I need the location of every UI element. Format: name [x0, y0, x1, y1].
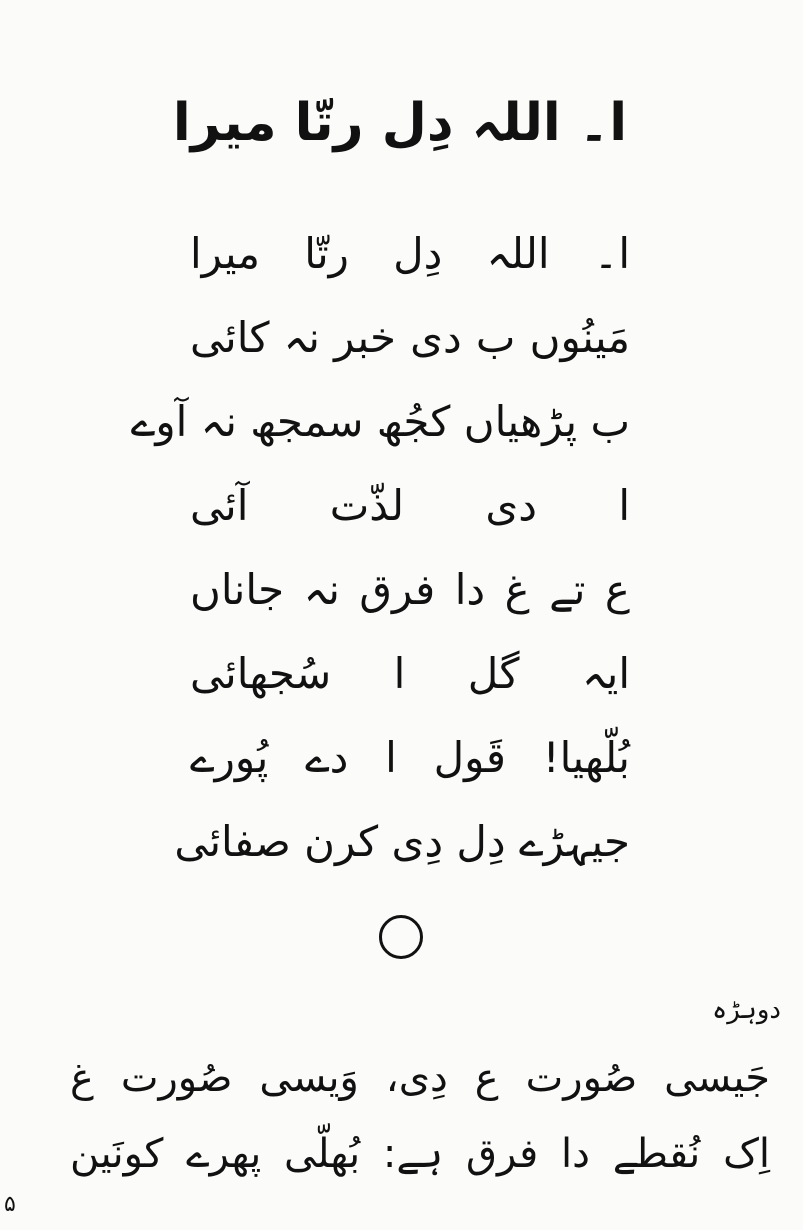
- verse-line-2: مَینُوں ب دی خبر نہ کائی: [190, 313, 630, 362]
- couplet-line-1: جَیسی صُورت ع دِی، وَیسی صُورت غ: [70, 1055, 770, 1101]
- verse-line-6: ایہ گل ا سُجھائی: [190, 649, 630, 698]
- couplet-line-2: اِک نُقطے دا فرق ہے: بُھلّی پھرے کونَین: [70, 1131, 770, 1177]
- page-number: ۵: [4, 1192, 16, 1217]
- poem-title: ا۔ اللہ دِل رتّا میرا: [172, 93, 628, 153]
- section-divider-circle-icon: [379, 915, 423, 959]
- poem-verse: [130, 212, 630, 884]
- couplet: [70, 1040, 770, 1192]
- verse-line-8: جیہڑے دِل دِی کرن صفائی: [174, 817, 630, 866]
- verse-line-1: ا۔ اللہ دِل رتّا میرا: [190, 229, 630, 278]
- section-label: دوہڑہ: [712, 995, 781, 1025]
- verse-line-7: بُلّھیا! قَول ا دے پُورے: [190, 733, 630, 782]
- verse-line-3: ب پڑھیاں کجُھ سمجھ نہ آوے: [130, 397, 630, 446]
- verse-line-5: ع تے غ دا فرق نہ جاناں: [190, 565, 630, 614]
- verse-line-4: ا دی لذّت آئی: [190, 481, 630, 530]
